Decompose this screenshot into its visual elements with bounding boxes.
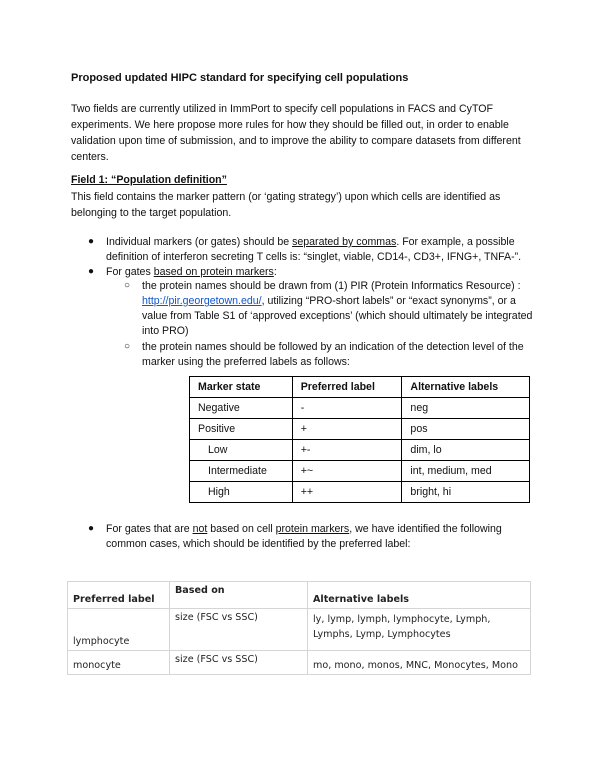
bullet-icon: ● xyxy=(88,523,95,534)
table-cell: mo, mono, monos, MNC, Monocytes, Mono xyxy=(308,651,531,675)
intro-paragraph: Two fields are currently utilized in ImmPort to specify cell populations in FACS and CyTOF experiments. We here propose more rules for how they should be filled out, in order to enable validation upon time of submission, and to improve the ability to compare datasets from different centers. xyxy=(71,103,521,163)
table-cell: int, medium, med xyxy=(402,461,530,482)
bullet2-underlined: based on protein markers xyxy=(153,266,274,278)
table-cell: size (FSC vs SSC) xyxy=(170,609,308,651)
table-cell: Positive xyxy=(190,419,293,440)
bullet2-text-end: : xyxy=(273,266,277,278)
sub-bullet-detection-level: the protein names should be followed by an indication of the detection level of the marker using the preferred labels as follows: xyxy=(142,341,524,368)
table-row xyxy=(190,461,530,482)
bullet-item-protein-markers xyxy=(106,265,536,280)
bullet3-underlined-markers: protein markers xyxy=(275,523,350,535)
table-row xyxy=(190,419,530,440)
table-cell: +~ xyxy=(292,461,402,482)
bullet3-text: For gates that are xyxy=(106,523,193,535)
field1-heading: Field 1: “Population definition” xyxy=(71,174,227,186)
table-cell: - xyxy=(292,398,402,419)
table-row xyxy=(190,398,530,419)
sub-bullet-pir xyxy=(142,279,534,339)
table-cell: Low xyxy=(190,440,293,461)
table-cell: dim, lo xyxy=(402,440,530,461)
table-header-cell: Preferred label xyxy=(68,582,170,609)
table-header-cell: Alternative labels xyxy=(308,582,531,609)
table-header-cell: Marker state xyxy=(190,377,293,398)
bullet3-text-mid: based on cell xyxy=(207,523,276,535)
table-header-cell: Preferred label xyxy=(292,377,402,398)
bullet1-text: Individual markers (or gates) should be xyxy=(106,236,293,248)
table-header-cell: Based on xyxy=(170,582,308,609)
sub-bullet-icon: ○ xyxy=(124,341,131,352)
bullet3-underlined-not: not xyxy=(192,523,208,535)
table-row xyxy=(68,651,531,675)
table-cell: +- xyxy=(292,440,402,461)
bullet-icon: ● xyxy=(88,266,95,277)
table-header-cell: Alternative labels xyxy=(402,377,530,398)
bullet1-underlined: separated by commas xyxy=(292,236,397,248)
bullet3-text-end: , we have identified the following common cases, which should be identified by the preferred label: xyxy=(106,523,502,550)
pir-link[interactable]: http://pir.georgetown.edu/ xyxy=(142,295,262,307)
bullet-item-separators xyxy=(106,235,536,265)
sub1-text: the protein names should be drawn from (1) PIR (Protein Informatics Resource) : xyxy=(142,280,521,292)
bullet1-text-end: . For example, a possible definition of interferon secreting T cells is: “singlet, viable, CD14-, CD3+, IFNG+, TNFA-”. xyxy=(106,236,522,263)
sub-bullet-icon: ○ xyxy=(124,280,131,291)
table-cell: pos xyxy=(402,419,530,440)
marker-state-table xyxy=(189,376,530,503)
table-row xyxy=(190,482,530,503)
table-cell: Negative xyxy=(190,398,293,419)
document-title: Proposed updated HIPC standard for specifying cell populations xyxy=(71,72,409,84)
table-row xyxy=(190,440,530,461)
table-cell: ly, lymp, lymph, lymphocyte, Lymph, Lymphs, Lymp, Lymphocytes xyxy=(308,609,531,651)
field1-description: This field contains the marker pattern (or ‘gating strategy’) upon which cells are identified as belonging to the target population. xyxy=(71,191,501,219)
bullet-item-non-protein xyxy=(106,522,526,552)
table-row xyxy=(68,609,531,651)
table-cell: lymphocyte xyxy=(68,609,170,651)
table-cell: size (FSC vs SSC) xyxy=(170,651,308,675)
table-header-row xyxy=(68,582,531,609)
bullet2-text: For gates xyxy=(106,266,154,278)
sub1-text-end: , utilizing “PRO-short labels” or “exact synonyms”, or a value from Table S1 of ‘approved exceptions’ (which should ultimately be integrated into PRO) xyxy=(142,295,533,337)
bullet-icon: ● xyxy=(88,236,95,247)
table-cell: bright, hi xyxy=(402,482,530,503)
table-cell: + xyxy=(292,419,402,440)
table-cell: neg xyxy=(402,398,530,419)
table-cell: Intermediate xyxy=(190,461,293,482)
table-cell: ++ xyxy=(292,482,402,503)
table-cell: monocyte xyxy=(68,651,170,675)
table-header-row xyxy=(190,377,530,398)
table-cell: High xyxy=(190,482,293,503)
population-label-table xyxy=(67,581,531,675)
